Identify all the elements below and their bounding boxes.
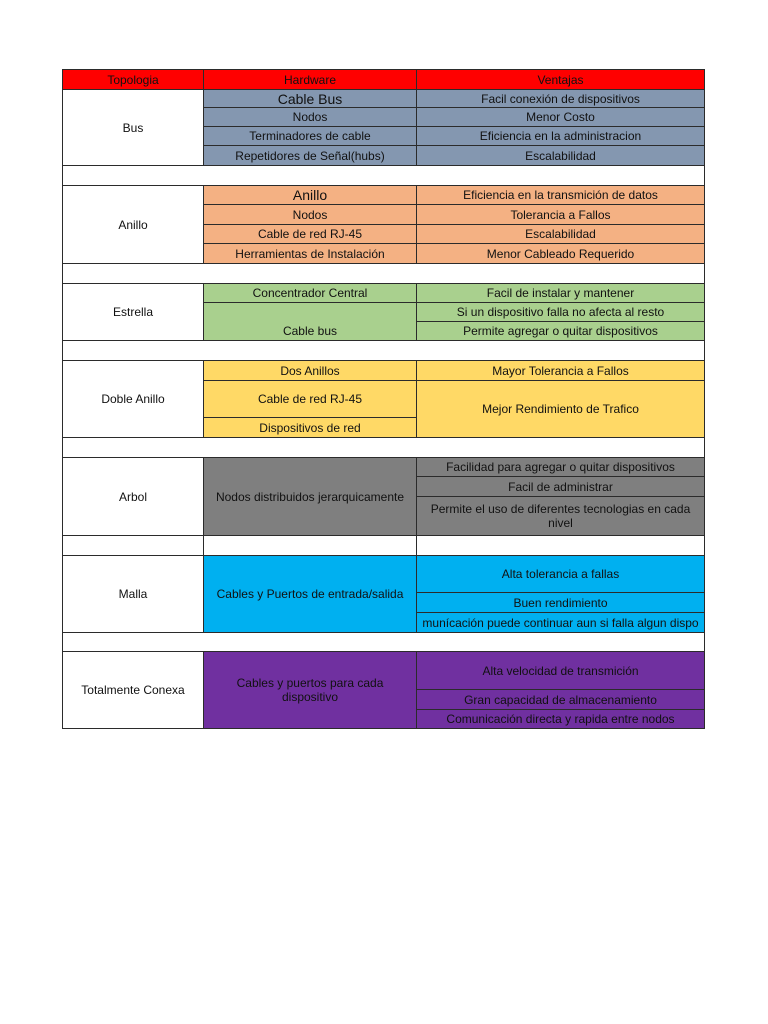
anillo-ventaja-3: Escalabilidad xyxy=(416,224,705,244)
spacer-row xyxy=(62,340,705,361)
topology-totalmente-conexa: Totalmente Conexa xyxy=(62,651,204,729)
conexa-ventaja-2: Gran capacidad de almacenamiento xyxy=(416,689,705,710)
topology-estrella: Estrella xyxy=(62,283,204,341)
bus-ventaja-1: Facil conexión de dispositivos xyxy=(416,89,705,108)
spacer-row xyxy=(62,437,705,458)
doble-anillo-hardware-2: Cable de red RJ-45 xyxy=(203,380,417,418)
topology-arbol: Arbol xyxy=(62,457,204,536)
anillo-ventaja-1: Eficiencia en la transmición de datos xyxy=(416,185,705,205)
conexa-hardware-1: Cables y puertos para cada dispositivo xyxy=(203,651,417,729)
arbol-ventaja-1: Facilidad para agregar o quitar dispositivos xyxy=(416,457,705,477)
topology-anillo: Anillo xyxy=(62,185,204,264)
topology-malla: Malla xyxy=(62,555,204,633)
estrella-hardware-1: Concentrador Central xyxy=(203,283,417,303)
estrella-hardware-2-label: Cable bus xyxy=(282,324,338,338)
malla-ventaja-1: Alta tolerancia a fallas xyxy=(416,555,705,593)
malla-hardware-1: Cables y Puertos de entrada/salida xyxy=(203,555,417,633)
conexa-ventaja-1: Alta velocidad de transmición xyxy=(416,651,705,690)
estrella-ventaja-3: Permite agregar o quitar dispositivos xyxy=(416,321,705,341)
anillo-ventaja-4: Menor Cableado Requerido xyxy=(416,243,705,264)
estrella-ventaja-1: Facil de instalar y mantener xyxy=(416,283,705,303)
doble-anillo-hardware-3: Dispositivos de red xyxy=(203,417,417,438)
doble-anillo-ventaja-2: Mejor Rendimiento de Trafico xyxy=(416,380,705,438)
header-hardware: Hardware xyxy=(203,69,417,90)
bus-ventaja-2: Menor Costo xyxy=(416,107,705,127)
topology-bus: Bus xyxy=(62,89,204,166)
malla-ventaja-2: Buen rendimiento xyxy=(416,592,705,613)
spacer-row xyxy=(203,535,417,556)
bus-ventaja-4: Escalabilidad xyxy=(416,145,705,166)
doble-anillo-ventaja-1: Mayor Tolerancia a Fallos xyxy=(416,360,705,381)
bus-hardware-4: Repetidores de Señal(hubs) xyxy=(203,145,417,166)
arbol-ventaja-3: Permite el uso de diferentes tecnologias en cada nivel xyxy=(416,496,705,536)
anillo-ventaja-2: Tolerancia a Fallos xyxy=(416,204,705,225)
anillo-hardware-3: Cable de red RJ-45 xyxy=(203,224,417,244)
arbol-ventaja-2: Facil de administrar xyxy=(416,476,705,497)
estrella-ventaja-2: Si un dispositivo falla no afecta al resto xyxy=(416,302,705,322)
spacer-row xyxy=(62,632,705,652)
malla-ventaja-3: munícación puede continuar aun si falla algun dispo xyxy=(416,612,705,633)
bus-hardware-1: Cable Bus xyxy=(203,89,417,108)
spacer-row xyxy=(416,535,705,556)
spacer-row xyxy=(62,535,204,556)
conexa-ventaja-3: Comunicación directa y rapida entre nodos xyxy=(416,709,705,729)
bus-hardware-3: Terminadores de cable xyxy=(203,126,417,146)
spacer-row xyxy=(62,165,705,186)
anillo-hardware-1: Anillo xyxy=(203,185,417,205)
spacer-row xyxy=(62,263,705,284)
bus-ventaja-3: Eficiencia en la administracion xyxy=(416,126,705,146)
doble-anillo-hardware-1: Dos Anillos xyxy=(203,360,417,381)
estrella-hardware-2 xyxy=(203,302,417,341)
topology-doble-anillo: Doble Anillo xyxy=(62,360,204,438)
header-ventajas: Ventajas xyxy=(416,69,705,90)
bus-hardware-2: Nodos xyxy=(203,107,417,127)
header-topologia: Topologia xyxy=(62,69,204,90)
anillo-hardware-2: Nodos xyxy=(203,204,417,225)
anillo-hardware-4: Herramientas de Instalación xyxy=(203,243,417,264)
arbol-hardware-1: Nodos distribuidos jerarquicamente xyxy=(203,457,417,536)
